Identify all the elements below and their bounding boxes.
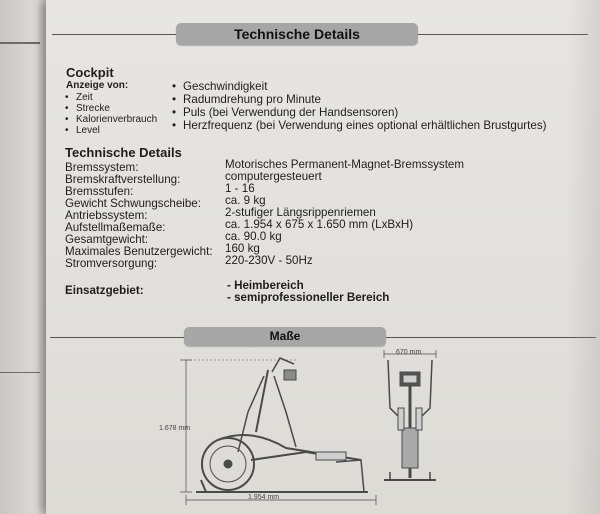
cockpit-item: • Level <box>76 125 100 137</box>
banner-rule-left <box>50 337 184 338</box>
height-dimension-label: 1.678 mm <box>159 425 191 432</box>
banner-rule-right <box>418 34 588 35</box>
left-page-rule <box>0 42 40 44</box>
specs-heading: Technische Details <box>65 145 182 160</box>
spec-value: ca. 1.954 x 675 x 1.650 mm (LxBxH) <box>225 218 414 231</box>
spec-label: Antriebssystem: <box>65 209 148 222</box>
usage-value: - semiprofessioneller Bereich <box>227 291 390 304</box>
banner-rule-left <box>52 34 176 35</box>
usage-value: - Heimbereich <box>227 279 304 292</box>
page-title: Technische Details <box>176 23 418 45</box>
cockpit-item: • Radumdrehung pro Minute <box>183 94 321 106</box>
length-dimension-label: 1.954 mm <box>248 494 280 501</box>
spec-label: Gewicht Schwungscheibe: <box>65 197 201 210</box>
cockpit-item: • Puls (bei Verwendung der Handsensoren) <box>183 107 398 119</box>
spec-label: Stromversorgung: <box>65 257 158 270</box>
trainer-side-view-drawing <box>156 352 396 512</box>
cockpit-item: • Kalorienverbrauch <box>76 114 157 126</box>
spec-value: computergesteuert <box>225 170 322 183</box>
spec-value: 160 kg <box>225 242 260 255</box>
spec-label: Bremskraftverstellung: <box>65 173 181 186</box>
cockpit-heading: Cockpit <box>66 65 114 80</box>
spec-label: Bremssystem: <box>65 161 139 174</box>
cockpit-item: • Zeit <box>76 92 93 104</box>
left-page-edge <box>0 0 52 514</box>
left-page-rule <box>0 372 40 373</box>
banner-rule-right <box>386 337 596 338</box>
spec-value: ca. 9 kg <box>225 194 266 207</box>
spec-label: Bremsstufen: <box>65 185 134 198</box>
spec-value: 220-230V - 50Hz <box>225 254 313 267</box>
spec-label: Maximales Benutzergewicht: <box>65 245 213 258</box>
width-dimension-label: 670 mm <box>396 349 422 356</box>
spec-value: ca. 90.0 kg <box>225 230 282 243</box>
cockpit-item: • Herzfrequenz (bei Verwendung eines optional erhältlichen Brustgurtes) <box>183 120 546 132</box>
cockpit-item: • Geschwindigkeit <box>183 81 267 93</box>
dimensions-title: Maße <box>184 327 386 346</box>
spec-value: 1 - 16 <box>225 182 255 195</box>
spec-value: 2-stufiger Längsrippenriemen <box>225 206 376 219</box>
document-page <box>46 0 600 514</box>
spec-label: Gesamtgewicht: <box>65 233 149 246</box>
trainer-front-view-drawing <box>376 348 486 498</box>
cockpit-item: • Strecke <box>76 103 110 115</box>
spec-label: Aufstellmaßemaße: <box>65 221 166 234</box>
usage-label: Einsatzgebiet: <box>65 284 144 297</box>
cockpit-subtitle: Anzeige von: <box>66 80 129 91</box>
spec-value: Motorisches Permanent-Magnet-Bremssystem <box>225 158 465 171</box>
